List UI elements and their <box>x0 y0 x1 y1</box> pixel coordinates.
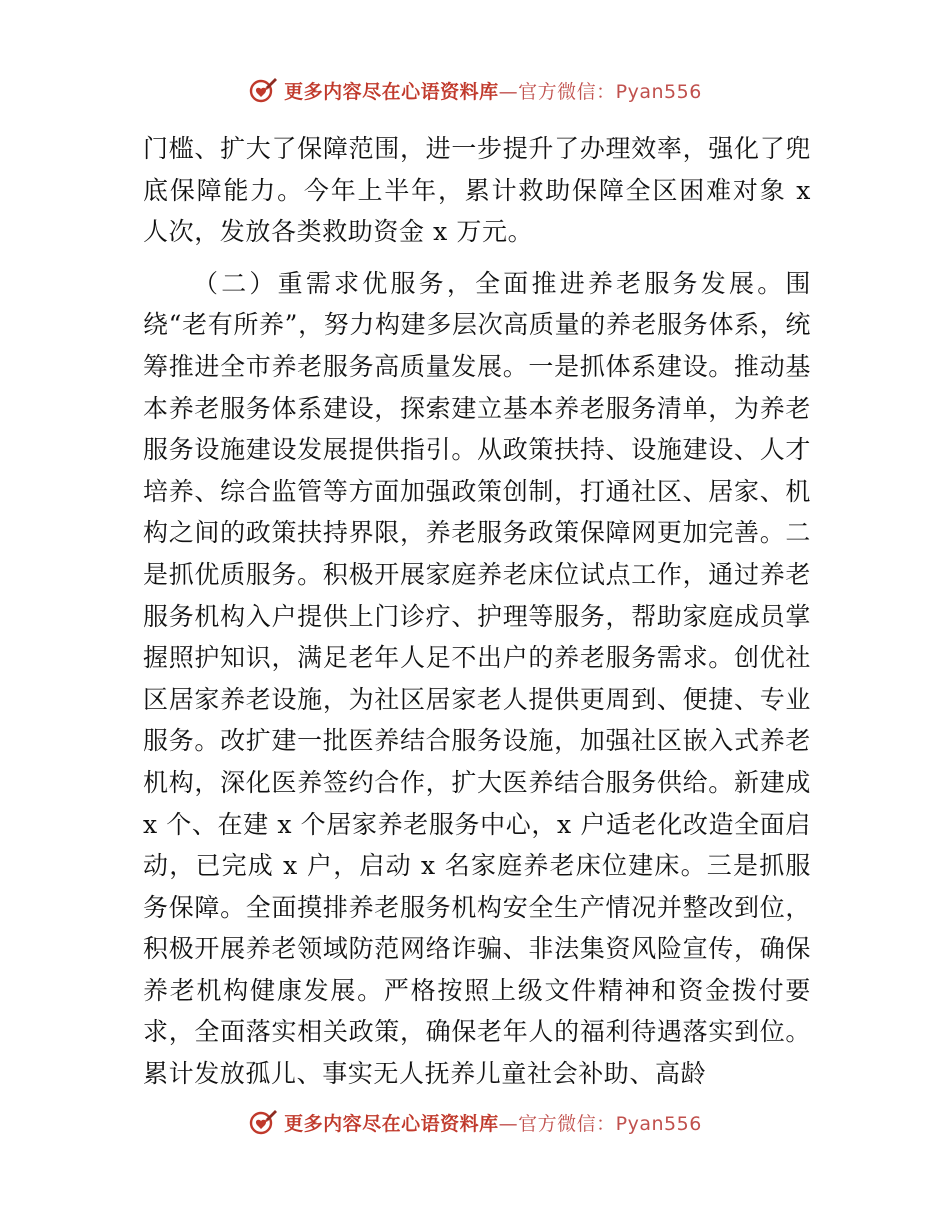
header-banner-text <box>284 77 702 104</box>
paragraph-1: 门槛、扩大了保障范围，进一步提升了办理效率，强化了兜底保障能力。今年上半年，累计救助保障全区困难对象 x 人次，发放各类救助资金 x 万元。 <box>143 134 811 247</box>
footer-brand: 更多内容尽在心语资料库 <box>284 1112 499 1135</box>
footer-banner-text <box>284 1109 702 1136</box>
pen-heart-icon <box>248 1107 278 1137</box>
paragraph-2: （二）重需求优服务，全面推进养老服务发展。围绕“老有所养”，努力构建多层次高质量的养老服务体系，统筹推进全市养老服务高质量发展。一是抓体系建设。推动基本养老服务体系建设，探索建立基本养老服务清单，为养老服务设施建设发展提供指引。从政策扶持、设施建设、人才培养、综合监管等方面加强政策创制，打通社区、居家、机构之间的政策扶持界限，养老服务政策保障网更加完善。二是抓优质服务。积极开展家庭养老床位试点工作，通过养老服务机构入户提供上门诊疗、护理等服务，帮助家庭成员掌握照护知识，满足老年人足不出户的养老服务需求。创优社区居家养老设施，为社区居家老人提供更周到、便捷、专业服务。改扩建一批医养结合服务设施，加强社区嵌入式养老机构，深化医养签约合作，扩大医养结合服务供给。新建成 x 个、在建 x 个居家养老服务中心，x 户适老化改造全面启动，已完成 x 户，启动 x 名家庭养老床位建床。三是抓服务保障。全面摸排养老服务机构安全生产情况并整改到位，积极开展养老领域防范网络诈骗、非法集资风险宣传，确保养老机构健康发展。严格按照上级文件精神和资金拨付要求，全面落实相关政策，确保老年人的福利待遇落实到位。累计发放孤儿、事实无人抚养儿童社会补助、高龄 <box>143 268 811 1089</box>
footer-banner <box>0 1102 950 1142</box>
document-body <box>143 128 811 1095</box>
footer-separator: — <box>498 1112 519 1135</box>
header-banner <box>0 70 950 110</box>
pen-heart-icon <box>248 75 278 105</box>
header-wechat: 官方微信：Pyan556 <box>518 80 702 103</box>
header-separator: — <box>498 80 519 103</box>
header-brand: 更多内容尽在心语资料库 <box>284 80 499 103</box>
footer-wechat: 官方微信：Pyan556 <box>518 1112 702 1135</box>
